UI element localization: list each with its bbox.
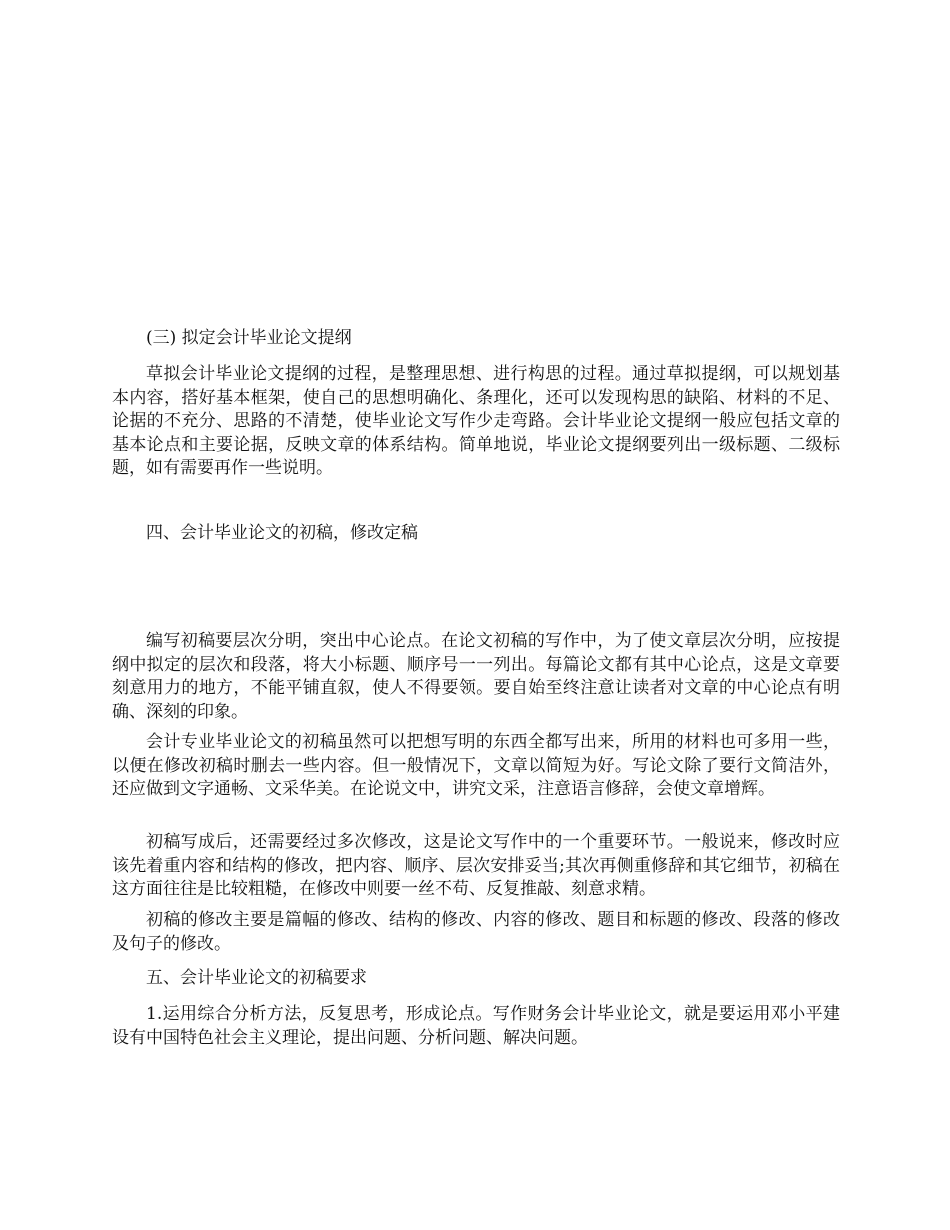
paragraph-draft-revision: 初稿写成后，还需要经过多次修改，这是论文写作中的一个重要环节。一般说来，修改时应该先着重内容和结构的修改，把内容、顺序、层次安排妥当;其次再侧重修辞和其它细节，初稿在这方面往往是比较粗糙，在修改中则要一丝不苟、反复推敲、刻意求精。 [112, 832, 840, 899]
section-heading-draft-requirements: 五、会计毕业论文的初稿要求 [146, 968, 367, 988]
paragraph-draft-content: 会计专业毕业论文的初稿虽然可以把想写明的东西全都写出来，所用的材料也可多用一些，以便在修改初稿时删去一些内容。但一般情况下，文章以简短为好。写论文除了要行文简洁外，还应做到文字通畅、文采华美。在论说文中，讲究文采，注意语言修辞，会使文章增辉。 [112, 732, 840, 799]
document-page [112, 0, 840, 1230]
paragraph-requirement-1: 1.运用综合分析方法，反复思考，形成论点。写作财务会计毕业论文，就是要运用邓小平建设有中国特色社会主义理论，提出问题、分析问题、解决问题。 [112, 1004, 840, 1048]
section-heading-drafting-outline: (三) 拟定会计毕业论文提纲 [146, 328, 352, 348]
paragraph-outline-process: 草拟会计毕业论文提纲的过程，是整理思想、进行构思的过程。通过草拟提纲，可以规划基本内容，搭好基本框架，使自己的思想明确化、条理化，还可以发现构思的缺陷、材料的不足、论据的不充分、思路的不清楚，使毕业论文写作少走弯路。会计毕业论文提纲一般应包括文章的基本论点和主要论据，反映文章的体系结构。简单地说，毕业论文提纲要列出一级标题、二级标题，如有需要再作一些说明。 [112, 364, 840, 478]
paragraph-revision-scope: 初稿的修改主要是篇幅的修改、结构的修改、内容的修改、题目和标题的修改、段落的修改及句子的修改。 [112, 910, 840, 954]
section-heading-first-draft-revision: 四、会计毕业论文的初稿，修改定稿 [146, 523, 418, 543]
paragraph-draft-structure: 编写初稿要层次分明，突出中心论点。在论文初稿的写作中，为了使文章层次分明，应按提纲中拟定的层次和段落，将大小标题、顺序号一一列出。每篇论文都有其中心论点，这是文章要刻意用力的地方，不能平铺直叙，使人不得要领。要自始至终注意让读者对文章的中心论点有明确、深刻的印象。 [112, 631, 840, 722]
